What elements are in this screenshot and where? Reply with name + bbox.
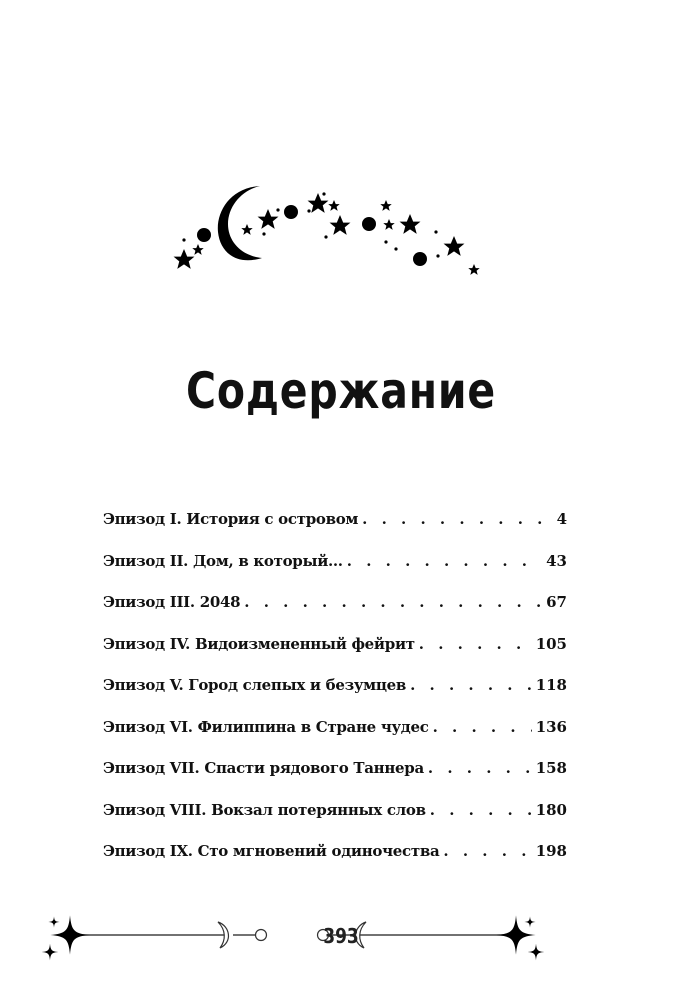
toc-entry <box>103 718 567 760</box>
page-number: 393 <box>323 924 359 948</box>
toc-entry-label: Эпизод VIII. Вокзал потерянных слов <box>103 800 426 819</box>
dot-leader <box>433 718 532 736</box>
toc-entry-page: 67 <box>546 593 567 611</box>
dot-leader <box>410 676 532 694</box>
toc-entry-label: Эпизод V. Город слепых и безумцев <box>103 676 407 694</box>
dot-leader <box>428 759 532 777</box>
toc-entry-label: Эпизод III. 2048 <box>103 593 241 611</box>
toc-entry-page: 180 <box>535 800 567 819</box>
toc-entry <box>103 593 567 635</box>
toc-entry-page: 43 <box>546 551 567 570</box>
toc-entry <box>103 510 567 552</box>
toc-entry-label: Эпизод IX. Сто мгновений одиночества <box>103 842 440 860</box>
toc-entry <box>103 676 567 718</box>
toc-entry-page: 158 <box>535 759 567 777</box>
toc-entry-label: Эпизод VII. Спасти рядового Таннера <box>103 759 424 777</box>
toc-entry-label: Эпизод I. История с островом <box>103 510 359 528</box>
toc-entry-page: 118 <box>535 676 567 694</box>
dot-leader <box>443 842 531 860</box>
toc-entry <box>103 801 567 843</box>
page-title: Содержание <box>185 362 497 420</box>
toc-entry <box>103 635 567 677</box>
table-of-contents <box>103 510 567 884</box>
toc-entry <box>103 842 567 884</box>
toc-entry-page: 105 <box>535 634 567 653</box>
dot-leader <box>419 635 532 653</box>
dot-leader <box>362 510 549 528</box>
dot-leader <box>347 552 542 570</box>
toc-entry-page: 198 <box>535 842 567 860</box>
moon-and-stars-ornament-icon <box>160 170 500 290</box>
toc-entry <box>103 552 567 594</box>
toc-entry-page: 136 <box>535 717 567 736</box>
toc-entry-page: 4 <box>556 510 567 528</box>
toc-entry-label: Эпизод VI. Филиппина в Стране чудес <box>103 717 429 736</box>
dot-leader <box>430 801 532 819</box>
toc-entry <box>103 759 567 801</box>
toc-entry-label: Эпизод II. Дом, в который… <box>103 551 343 570</box>
toc-entry-label: Эпизод IV. Видоизмененный фейрит <box>103 634 415 653</box>
dot-leader <box>244 593 542 611</box>
